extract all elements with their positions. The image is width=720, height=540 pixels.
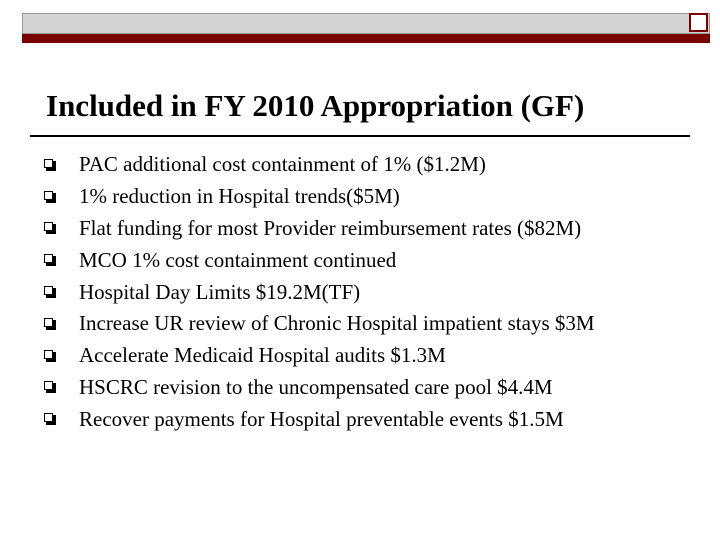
bullet-text: 1% reduction in Hospital trends($5M): [79, 184, 400, 209]
list-item: [44, 149, 595, 181]
list-item: [44, 244, 595, 276]
bullet-text: Recover payments for Hospital preventable events $1.5M: [79, 406, 564, 431]
bullet-text: Increase UR review of Chronic Hospital impatient stays $3M: [79, 311, 595, 336]
bullet-text: Hospital Day Limits $19.2M(TF): [79, 279, 361, 304]
square-bullet-icon: [44, 381, 56, 393]
square-bullet-icon: [44, 254, 56, 266]
list-item: [44, 181, 595, 213]
list-item: [44, 372, 595, 404]
bullet-text: MCO 1% cost containment continued: [79, 247, 397, 272]
bullet-text: Flat funding for most Provider reimbursement rates ($82M): [79, 215, 582, 240]
list-item: [44, 340, 595, 372]
bullet-list: [44, 149, 595, 435]
list-item: [44, 403, 595, 435]
bullet-text: HSCRC revision to the uncompensated care pool $4.4M: [79, 374, 553, 399]
list-item: [44, 213, 595, 245]
header-band: [22, 13, 710, 43]
header-band-fill: [22, 13, 710, 34]
bullet-text: PAC additional cost containment of 1% ($1.2M): [79, 152, 486, 177]
square-bullet-icon: [44, 350, 56, 362]
title-underline: [30, 135, 690, 137]
square-bullet-icon: [44, 413, 56, 425]
square-bullet-icon: [44, 159, 56, 171]
slide-title: Included in FY 2010 Appropriation (GF): [46, 88, 585, 123]
list-item: [44, 308, 595, 340]
corner-square-decoration: [689, 13, 708, 32]
square-bullet-icon: [44, 318, 56, 330]
square-bullet-icon: [44, 222, 56, 234]
list-item: [44, 276, 595, 308]
bullet-text: Accelerate Medicaid Hospital audits $1.3M: [79, 343, 446, 368]
square-bullet-icon: [44, 191, 56, 203]
square-bullet-icon: [44, 286, 56, 298]
